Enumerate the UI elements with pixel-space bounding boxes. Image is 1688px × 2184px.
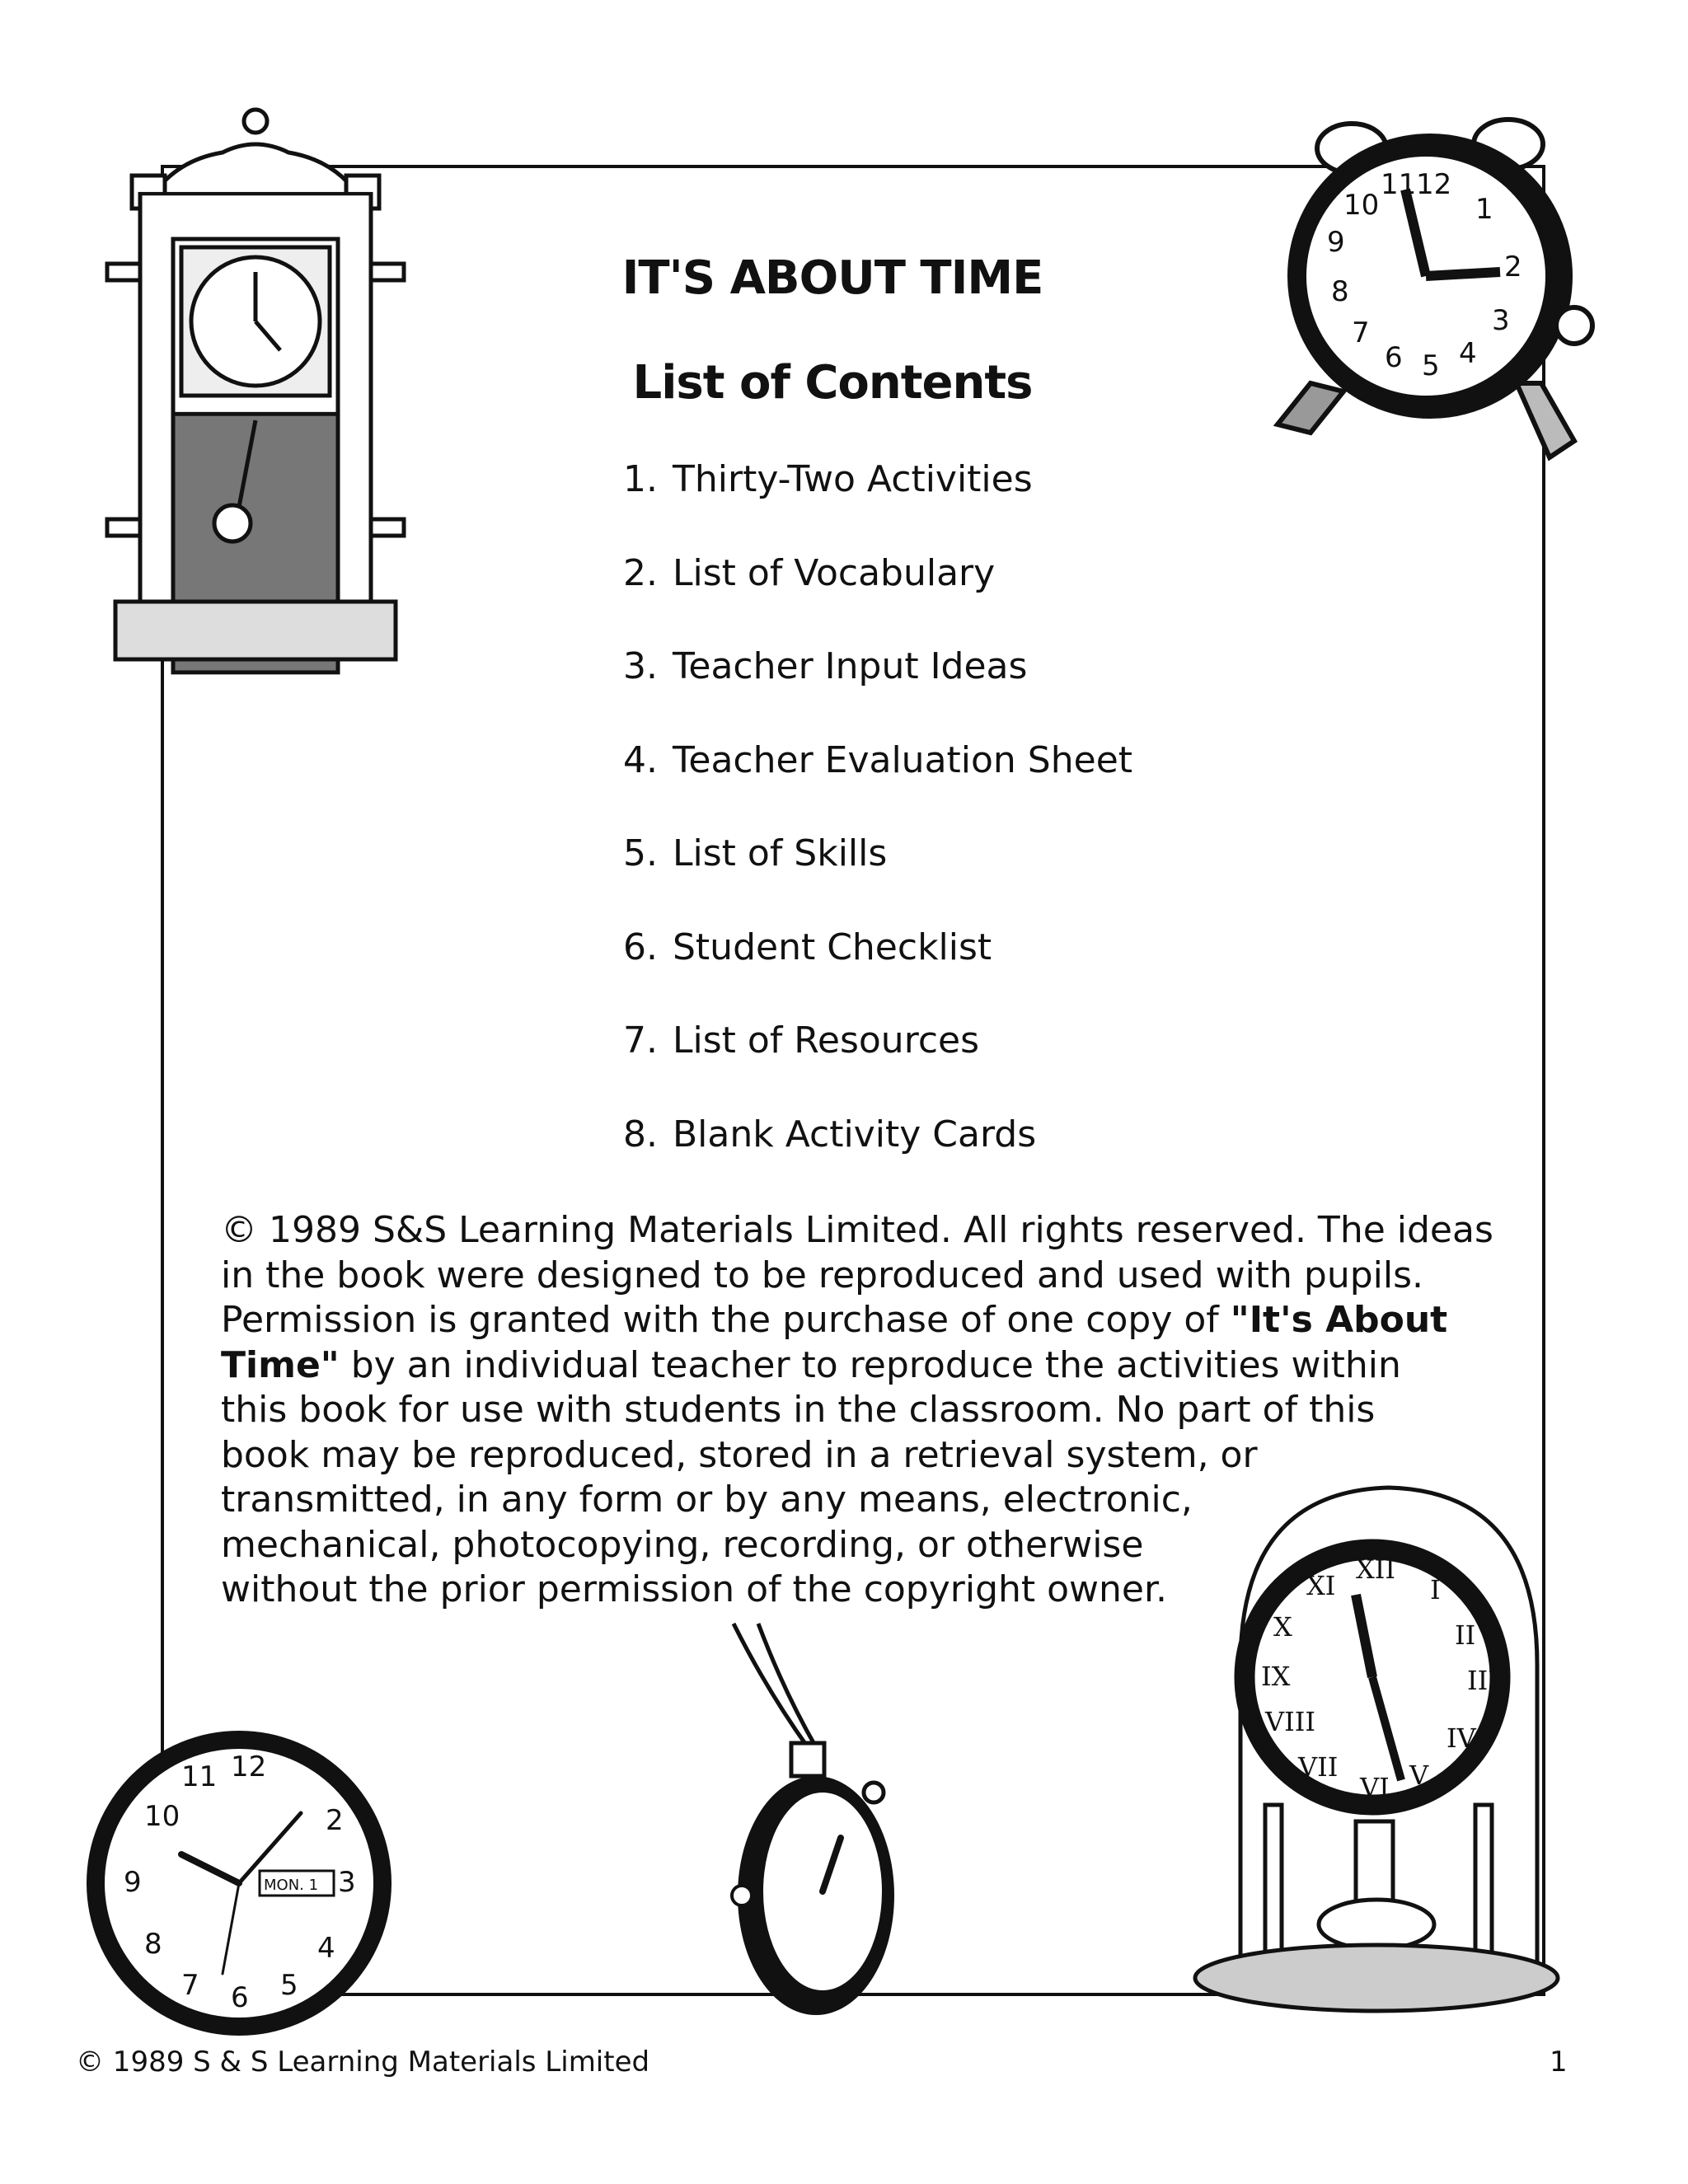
svg-text:IX: IX	[1261, 1661, 1291, 1692]
svg-text:1: 1	[1475, 193, 1493, 226]
pocket-watch-illustration	[717, 1624, 898, 2015]
svg-text:I: I	[1430, 1574, 1441, 1605]
list-item-label: List of Vocabulary	[673, 551, 996, 594]
book-title-emphasis: Time"	[221, 1343, 340, 1386]
svg-text:5: 5	[280, 1969, 298, 2002]
copyright-line: transmitted, in any form or by any means, electronic,	[221, 1479, 1193, 1521]
copyright-line: in the book were designed to be reproduced and used with pupils.	[221, 1254, 1424, 1296]
dome-clock-illustration	[1191, 1475, 1562, 2019]
list-item	[600, 458, 1132, 552]
copyright-line	[221, 1298, 1507, 1343]
footer-copyright: © 1989 S & S Learning Materials Limited	[76, 2046, 650, 2079]
svg-text:XII: XII	[1356, 1554, 1396, 1585]
svg-text:11: 11	[1381, 168, 1417, 201]
list-item	[600, 1113, 1132, 1207]
alarm-clock-illustration	[1261, 103, 1607, 474]
list-item-label: Student Checklist	[673, 926, 992, 968]
list-item	[600, 1019, 1132, 1113]
book-title-emphasis: "It's About	[1230, 1299, 1448, 1341]
svg-text:IV: IV	[1447, 1722, 1476, 1754]
list-item	[600, 645, 1132, 739]
svg-text:VII: VII	[1298, 1751, 1339, 1783]
list-item-number: 3.	[623, 645, 658, 687]
copyright-line: this book for use with students in the classroom. No part of this	[221, 1389, 1376, 1431]
svg-text:2: 2	[326, 1804, 344, 1837]
list-item-label: Blank Activity Cards	[673, 1113, 1037, 1155]
svg-text:4: 4	[1459, 337, 1477, 370]
svg-text:9: 9	[124, 1866, 142, 1899]
list-item	[600, 552, 1132, 646]
svg-text:XI: XI	[1306, 1570, 1336, 1601]
list-item	[600, 926, 1132, 1020]
svg-text:10: 10	[144, 1800, 181, 1833]
list-item-number: 6.	[623, 926, 658, 968]
svg-text:VIII: VIII	[1265, 1706, 1316, 1737]
svg-text:7: 7	[1352, 316, 1370, 349]
copyright-line	[221, 1343, 1507, 1389]
svg-text:3: 3	[338, 1866, 356, 1899]
pendulum-clock-illustration	[107, 103, 396, 663]
svg-text:6: 6	[1385, 341, 1403, 374]
svg-text:9: 9	[1327, 226, 1345, 259]
svg-text:V: V	[1409, 1760, 1429, 1791]
copyright-text: by an individual teacher to reproduce the activities within	[339, 1343, 1401, 1386]
page-title: IT'S ABOUT TIME	[621, 251, 1043, 305]
svg-text:12: 12	[1416, 168, 1452, 201]
contents-list	[600, 458, 1132, 1207]
list-item-label: Teacher Input Ideas	[673, 645, 1028, 687]
svg-text:III: III	[1467, 1665, 1498, 1696]
svg-text:8: 8	[1331, 275, 1349, 308]
page-subtitle: List of Contents	[632, 356, 1033, 410]
svg-text:2: 2	[1504, 251, 1522, 284]
svg-text:10: 10	[1343, 189, 1380, 222]
copyright-line: mechanical, photocopying, recording, or otherwise	[221, 1523, 1144, 1566]
copyright-line: book may be reproduced, stored in a retrieval system, or	[221, 1433, 1258, 1476]
svg-text:4: 4	[317, 1932, 335, 1965]
copyright-line: without the prior permission of the copyright owner.	[221, 1568, 1168, 1610]
list-item	[600, 832, 1132, 926]
list-item-label: Teacher Evaluation Sheet	[673, 738, 1133, 781]
list-item-number: 2.	[623, 551, 658, 594]
list-item	[600, 739, 1132, 833]
list-item-label: List of Resources	[673, 1019, 980, 1062]
wall-clock-illustration	[82, 1718, 396, 2048]
list-item-number: 7.	[623, 1019, 658, 1062]
svg-text:3: 3	[1492, 304, 1510, 337]
list-item-number: 8.	[623, 1113, 658, 1155]
day-date-window: MON. 1	[264, 1877, 319, 1894]
svg-text:11: 11	[181, 1760, 218, 1793]
list-item-label: List of Skills	[673, 832, 888, 874]
list-item-label: Thirty-Two Activities	[673, 458, 1033, 500]
svg-text:12: 12	[231, 1750, 267, 1783]
svg-text:7: 7	[181, 1969, 199, 2002]
svg-text:VI: VI	[1360, 1772, 1390, 1803]
list-item-number: 5.	[623, 832, 658, 874]
svg-text:X: X	[1273, 1611, 1292, 1643]
svg-text:6: 6	[231, 1981, 249, 2014]
svg-text:II: II	[1455, 1619, 1476, 1651]
list-item-number: 1.	[623, 458, 658, 500]
copyright-line: © 1989 S&S Learning Materials Limited. All rights reserved. The ideas	[221, 1209, 1493, 1251]
list-item-number: 4.	[623, 738, 658, 781]
svg-text:5: 5	[1422, 349, 1440, 382]
copyright-text: Permission is granted with the purchase of one copy of	[221, 1299, 1231, 1341]
svg-text:8: 8	[144, 1928, 162, 1961]
page-number: 1	[1550, 2046, 1568, 2079]
